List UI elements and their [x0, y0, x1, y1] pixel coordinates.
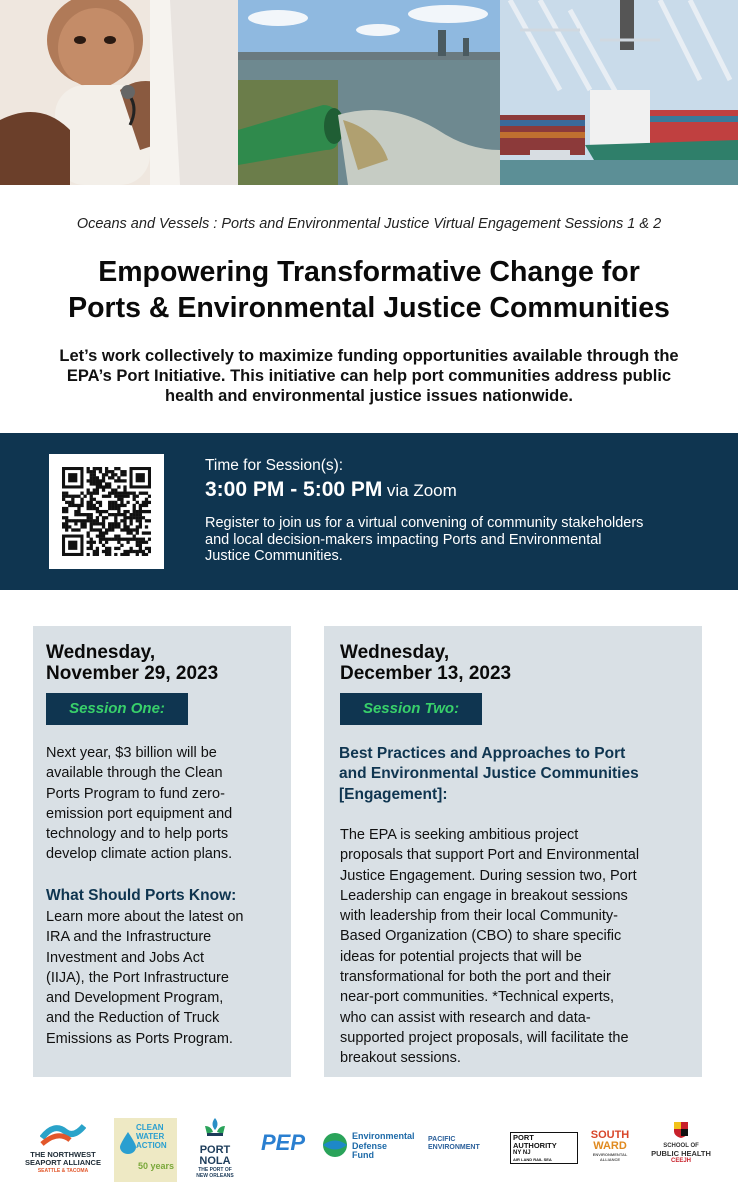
what-ports-know-heading: What Should Ports Know:	[46, 887, 237, 904]
partner-logos	[0, 1110, 738, 1190]
body-line: (IIJA), the Port Infrastructure	[46, 969, 229, 986]
body-line: with leadership from their local Community-	[340, 908, 619, 925]
body-line: transformational for both the port and their	[340, 969, 611, 986]
edf-circle-icon	[322, 1132, 348, 1158]
logo-text: PACIFIC	[428, 1136, 456, 1143]
logo-text: THE NORTHWEST	[30, 1150, 96, 1159]
body-line: IRA and the Infrastructure	[46, 929, 212, 946]
intro-line: health and environmental justice issues nationwide.	[164, 387, 573, 405]
session-two-date	[340, 642, 511, 684]
logo-text: NOLA	[199, 1155, 231, 1167]
body-line: near-port communities. *Technical experts,	[340, 989, 615, 1006]
session-time-banner	[0, 433, 738, 590]
intro-line: Let’s work collectively to maximize funding opportunities available through the	[59, 347, 679, 365]
logo-text: Defense	[352, 1140, 388, 1151]
logo-text: PORT	[199, 1144, 231, 1156]
title-line-1: Empowering Transformative Change for	[98, 256, 640, 288]
body-line: who can assist with research and data-	[340, 1009, 591, 1026]
pacific-environment-logo	[428, 1136, 500, 1152]
page-title	[20, 254, 718, 326]
body-line: Learn more about the latest on	[46, 909, 244, 925]
logo-text: PUBLIC HEALTH	[651, 1149, 711, 1158]
logo-text: WATER	[136, 1132, 165, 1141]
photo-doctor-with-baby	[0, 0, 238, 185]
body-line: develop climate action plans.	[46, 846, 233, 863]
logo-text: 50 years	[138, 1161, 175, 1171]
date-day: December 13, 2023	[340, 663, 512, 684]
body-line: Emissions as Ports Program.	[46, 1030, 233, 1047]
logo-text: Fund	[352, 1150, 374, 1160]
photo-container-ship	[500, 0, 738, 185]
registration-text	[205, 515, 720, 565]
title-line-2: Ports & Environmental Justice Communities	[68, 292, 670, 324]
body-line: Justice Engagement. During session two, Port	[340, 867, 637, 884]
port-nola-logo	[192, 1118, 238, 1179]
body-line: ideas for potential projects that will be	[340, 948, 582, 965]
intro-line: EPA’s Port Initiative. This initiative can help port communities address public	[66, 367, 672, 385]
session-one-badge: Session One:	[46, 693, 188, 725]
logo-text: CEEJH	[670, 1158, 691, 1164]
logo-text: PEP	[260, 1130, 306, 1155]
body-line: Leadership can engage in breakout sessions	[340, 887, 628, 904]
logo-text: ACTION	[136, 1141, 167, 1150]
pep-logo	[258, 1132, 308, 1154]
south-ward-environmental-alliance-logo	[588, 1130, 632, 1162]
session-one-description	[46, 743, 232, 865]
water-drop-icon	[120, 1132, 136, 1154]
intro-paragraph	[30, 346, 708, 406]
northwest-seaport-alliance-logo	[22, 1120, 104, 1175]
logo-text: PORT	[513, 1133, 534, 1142]
body-line: and Development Program,	[46, 990, 224, 1007]
logo-text: ENVIRONMENT	[428, 1144, 480, 1151]
logo-text: ENVIRONMENTAL	[592, 1152, 628, 1157]
logo-text: NY NJ	[513, 1150, 531, 1156]
date-day: November 29, 2023	[46, 663, 219, 684]
session-two-description	[340, 825, 639, 1069]
body-line: proposals that support Port and Environmental	[340, 847, 640, 864]
register-line: Justice Communities.	[205, 548, 343, 564]
body-line: emission port equipment and	[46, 805, 233, 822]
heading-line: [Engagement]:	[339, 785, 448, 803]
best-practices-heading	[339, 744, 639, 805]
logo-text: SCHOOL OF	[663, 1143, 699, 1149]
qr-code-icon	[62, 467, 151, 556]
registration-qr-code[interactable]	[49, 454, 164, 569]
logo-text: CLEAN	[136, 1123, 164, 1132]
port-authority-nynj-logo	[510, 1132, 578, 1164]
body-line: available through the Clean	[46, 765, 223, 782]
body-line: and the Reduction of Truck	[46, 1010, 220, 1027]
logo-text: THE PORT OF	[198, 1167, 232, 1173]
session-one-date	[46, 642, 218, 684]
school-of-public-health-logo	[644, 1122, 718, 1165]
body-line: The EPA is seeking ambitious project	[340, 827, 579, 843]
time-label: Time for Session(s):	[205, 457, 344, 474]
event-subtitle: Oceans and Vessels : Ports and Environmental Justice Virtual Engagement Sessions 1 & 2	[76, 216, 662, 232]
body-line: Ports Program to fund zero-	[46, 785, 225, 802]
nwsa-wave-icon	[40, 1120, 86, 1146]
logo-text: WARD	[593, 1140, 627, 1152]
clean-water-action-logo	[114, 1118, 177, 1182]
what-ports-know-text	[46, 907, 244, 1049]
body-line: supported project proposals, will facilitate the	[340, 1029, 629, 1046]
heading-line: and Environmental Justice Communities	[339, 765, 639, 783]
logo-text: SEATTLE & TACOMA	[37, 1168, 89, 1174]
logo-text: ALLIANCE	[599, 1157, 621, 1162]
register-line: Register to join us for a virtual convening of community stakeholders	[205, 515, 644, 531]
body-line: breakout sessions.	[340, 1050, 461, 1067]
logo-text: NEW ORLEANS	[196, 1173, 234, 1179]
logo-text: AIR LAND RAIL SEA	[513, 1157, 552, 1162]
time-range: 3:00 PM - 5:00 PM	[205, 478, 383, 501]
body-line: Based Organization (CBO) to share specific	[340, 928, 622, 945]
date-weekday: Wednesday,	[46, 642, 156, 663]
header-photo-strip	[0, 0, 738, 185]
body-line: Next year, $3 billion will be	[46, 745, 217, 761]
zoom-label: via Zoom	[386, 481, 457, 500]
heading-line: Best Practices and Approaches to Port	[339, 745, 626, 762]
logo-text: Environmental	[352, 1131, 415, 1141]
university-shield-icon	[674, 1122, 688, 1138]
photo-outfall-pipe	[238, 0, 500, 185]
logo-text: SEAPORT ALLIANCE	[25, 1158, 101, 1167]
fleur-de-lis-icon	[203, 1118, 227, 1140]
session-one-card	[33, 626, 291, 1077]
logo-text: AUTHORITY	[513, 1141, 557, 1150]
session-time	[205, 478, 457, 502]
date-weekday: Wednesday,	[340, 642, 450, 663]
register-line: and local decision-makers impacting Ports and Environmental	[205, 531, 602, 548]
body-line: technology and to help ports	[46, 826, 229, 843]
session-two-badge: Session Two:	[340, 693, 482, 725]
session-two-card	[324, 626, 702, 1077]
body-line: Investment and Jobs Act	[46, 949, 204, 966]
logo-text: SOUTH	[590, 1129, 630, 1141]
